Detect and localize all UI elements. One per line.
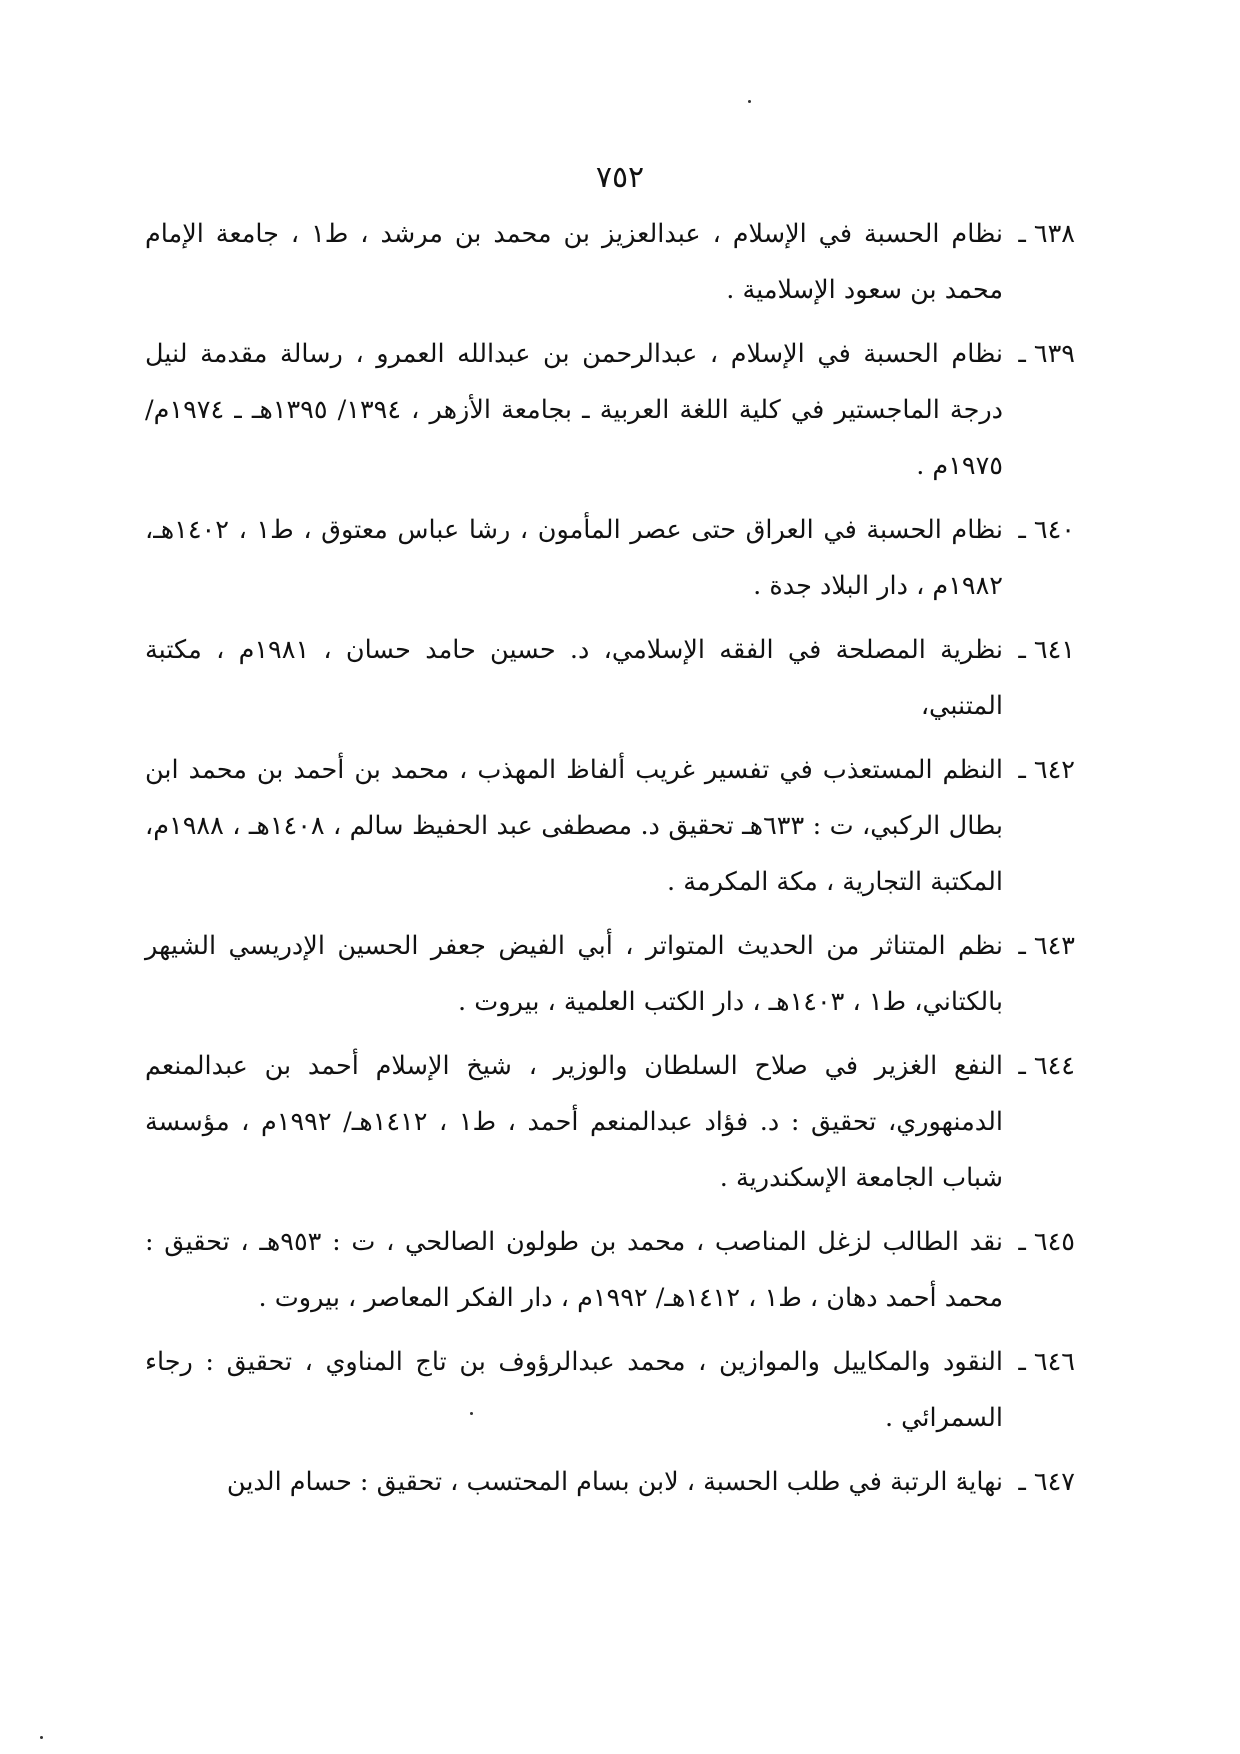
- entry-number: ٦٤٧ ـ: [1018, 1467, 1075, 1497]
- entry-number: ٦٤٥ ـ: [1018, 1227, 1075, 1257]
- bibliography-entry: [145, 742, 1075, 910]
- bibliography-entry: [145, 1214, 1075, 1326]
- bibliography-entry: [145, 918, 1075, 1030]
- bibliography-entry: [145, 326, 1075, 494]
- entry-text: نهاية الرتبة في طلب الحسبة ، لابن بسام المحتسب ، تحقيق : حسام الدين: [226, 1467, 1003, 1497]
- page-number: ٧٥٢: [595, 160, 645, 195]
- entry-text: النقود والمكاييل والموازين ، محمد عبدالرؤوف بن تاج المناوي ، تحقيق : رجاء السمرائي .: [145, 1347, 1003, 1433]
- entry-text: النظم المستعذب في تفسير غريب ألفاظ المهذب ، محمد بن أحمد بن محمد ابن بطال الركبي، ت : ٦٣٣هـ تحقيق د. مصطفى عبد الحفيظ سالم ، ١٤٠٨هـ ، ١٩٨٨م، المكتبة التجارية ، مكة المكرمة .: [145, 755, 1003, 897]
- bibliography-entry: [145, 622, 1075, 734]
- entry-number: ٦٤٠ ـ: [1018, 515, 1075, 545]
- entry-text: النفع الغزير في صلاح السلطان والوزير ، شيخ الإسلام أحمد بن عبدالمنعم الدمنهوري، تحقيق : د. فؤاد عبدالمنعم أحمد ، ط١ ، ١٤١٢هـ/ ١٩٩٢م ، مؤسسة شباب الجامعة الإسكندرية .: [145, 1051, 1003, 1193]
- entry-text: نظام الحسبة في الإسلام ، عبدالعزيز بن محمد بن مرشد ، ط١ ، جامعة الإمام محمد بن سعود الإسلامية .: [145, 219, 1003, 305]
- bibliography-entry: [145, 1038, 1075, 1206]
- entry-number: ٦٤٣ ـ: [1018, 931, 1075, 961]
- entry-number: ٦٤٢ ـ: [1018, 755, 1075, 785]
- bibliography-entry: [145, 206, 1075, 318]
- entry-number: ٦٣٩ ـ: [1018, 339, 1075, 369]
- entry-number: ٦٤٤ ـ: [1018, 1051, 1075, 1081]
- bibliography-entry: [145, 1454, 1075, 1510]
- entry-text: نظام الحسبة في العراق حتى عصر المأمون ، رشا عباس معتوق ، ط١ ، ١٤٠٢هـ، ١٩٨٢م ، دار البلاد جدة .: [145, 515, 1003, 601]
- bibliography-list: [145, 206, 1075, 1518]
- entry-text: نظام الحسبة في الإسلام ، عبدالرحمن بن عبدالله العمرو ، رسالة مقدمة لنيل درجة الماجستير في كلية اللغة العربية ـ بجامعة الأزهر ، ١٣٩٤/ ١٣٩٥هـ ـ ١٩٧٤م/ ١٩٧٥م .: [145, 339, 1003, 481]
- bibliography-entry: [145, 502, 1075, 614]
- entry-number: ٦٣٨ ـ: [1018, 219, 1075, 249]
- scan-speck: [40, 1736, 43, 1739]
- scan-speck: [748, 100, 751, 103]
- entry-text: نظم المتناثر من الحديث المتواتر ، أبي الفيض جعفر الحسين الإدريسي الشيهر بالكتاني، ط١ ، ١٤٠٣هـ ، دار الكتب العلمية ، بيروت .: [145, 931, 1003, 1017]
- entry-number: ٦٤٦ ـ: [1018, 1347, 1075, 1377]
- entry-number: ٦٤١ ـ: [1018, 635, 1075, 665]
- bibliography-entry: [145, 1334, 1075, 1446]
- entry-text: نظرية المصلحة في الفقه الإسلامي، د. حسين حامد حسان ، ١٩٨١م ، مكتبة المتنبي،: [145, 635, 1003, 721]
- entry-text: نقد الطالب لزغل المناصب ، محمد بن طولون الصالحي ، ت : ٩٥٣هـ ، تحقيق : محمد أحمد دهان ، ط١ ، ١٤١٢هـ/ ١٩٩٢م ، دار الفكر المعاصر ، بيروت .: [145, 1227, 1003, 1313]
